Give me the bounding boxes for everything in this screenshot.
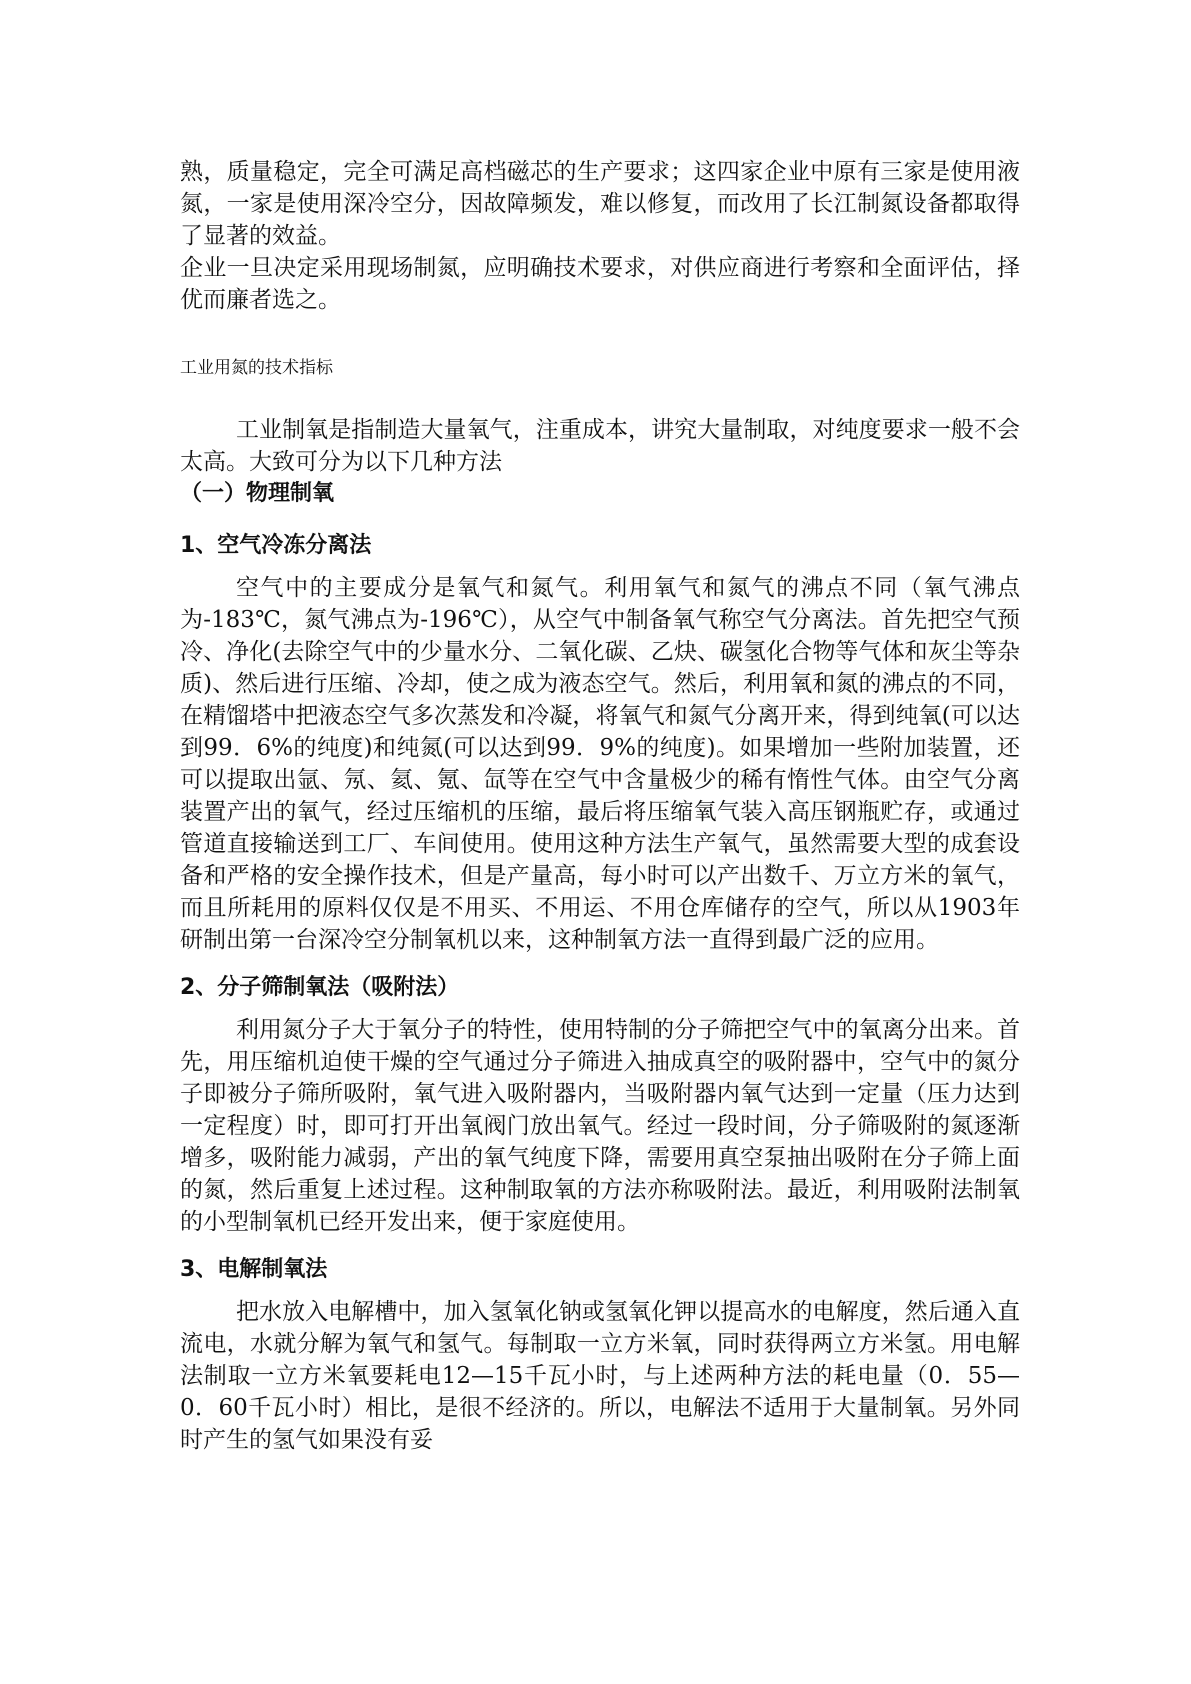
section-title: 工业用氮的技术指标 — [180, 358, 333, 378]
document-body — [180, 156, 1020, 1456]
method-1-paragraph: 空气中的主要成分是氧气和氮气。利用氧气和氮气的沸点不同（氧气沸点为-183℃，氮气沸点为-196℃），从空气中制备氧气称空气分离法。首先把空气预冷、净化(去除空气中的少量水分、二氧化碳、乙炔、碳氢化合物等气体和灰尘等杂质)、然后进行压缩、冷却，使之成为液态空气。然后，利用氧和氮的沸点的不同，在精馏塔中把液态空气多次蒸发和冷凝，将氧气和氮气分离开来，得到纯氧(可以达到99．6%的纯度)和纯氮(可以达到99．9%的纯度)。如果增加一些附加装置，还可以提取出氩、氖、氦、氪、氙等在空气中含量极少的稀有惰性气体。由空气分离装置产出的氧气，经过压缩机的压缩，最后将压缩氧气装入高压钢瓶贮存，或通过管道直接输送到工厂、车间使用。使用这种方法生产氧气，虽然需要大型的成套设备和严格的安全操作技术，但是产量高，每小时可以产出数千、万立方米的氧气，而且所耗用的原料仅仅是不用买、不用运、不用仓库储存的空气，所以从1903年研制出第一台深冷空分制氧机以来，这种制氧方法一直得到最广泛的应用。 — [180, 575, 1020, 953]
method-3-heading: 3、电解制氧法 — [180, 1257, 328, 1282]
intro-paragraph-2: 企业一旦决定采用现场制氮，应明确技术要求，对供应商进行考察和全面评估，择优而廉者选之。 — [180, 255, 1020, 313]
method-2-paragraph: 利用氮分子大于氧分子的特性，使用特制的分子筛把空气中的氧离分出来。首先，用压缩机迫使干燥的空气通过分子筛进入抽成真空的吸附器中，空气中的氮分子即被分子筛所吸附，氧气进入吸附器内，当吸附器内氧气达到一定量（压力达到一定程度）时，即可打开出氧阀门放出氧气。经过一段时间，分子筛吸附的氮逐渐增多，吸附能力减弱，产出的氧气纯度下降，需要用真空泵抽出吸附在分子筛上面的氮，然后重复上述过程。这种制取氧的方法亦称吸附法。最近，利用吸附法制氧的小型制氧机已经开发出来，便于家庭使用。 — [180, 1017, 1020, 1235]
method-2-heading: 2、分子筛制氧法（吸附法） — [180, 975, 460, 1000]
method-3-paragraph: 把水放入电解槽中，加入氢氧化钠或氢氧化钾以提高水的电解度，然后通入直流电，水就分解为氧气和氢气。每制取一立方米氧，同时获得两立方米氢。用电解法制取一立方米氧要耗电12—15千瓦小时，与上述两种方法的耗电量（0．55—0．60千瓦小时）相比，是很不经济的。所以，电解法不适用于大量制氧。另外同时产生的氢气如果没有妥 — [180, 1299, 1020, 1453]
method-1-heading: 1、空气冷冻分离法 — [180, 533, 372, 558]
part-heading: （一）物理制氧 — [180, 481, 335, 506]
intro-paragraph-1: 熟，质量稳定，完全可满足高档磁芯的生产要求；这四家企业中原有三家是使用液氮，一家是使用深冷空分，因故障频发，难以修复，而改用了长江制氮设备都取得了显著的效益。 — [180, 159, 1020, 249]
overview-paragraph: 工业制氧是指制造大量氧气，注重成本，讲究大量制取，对纯度要求一般不会太高。大致可分为以下几种方法 — [180, 417, 1020, 475]
